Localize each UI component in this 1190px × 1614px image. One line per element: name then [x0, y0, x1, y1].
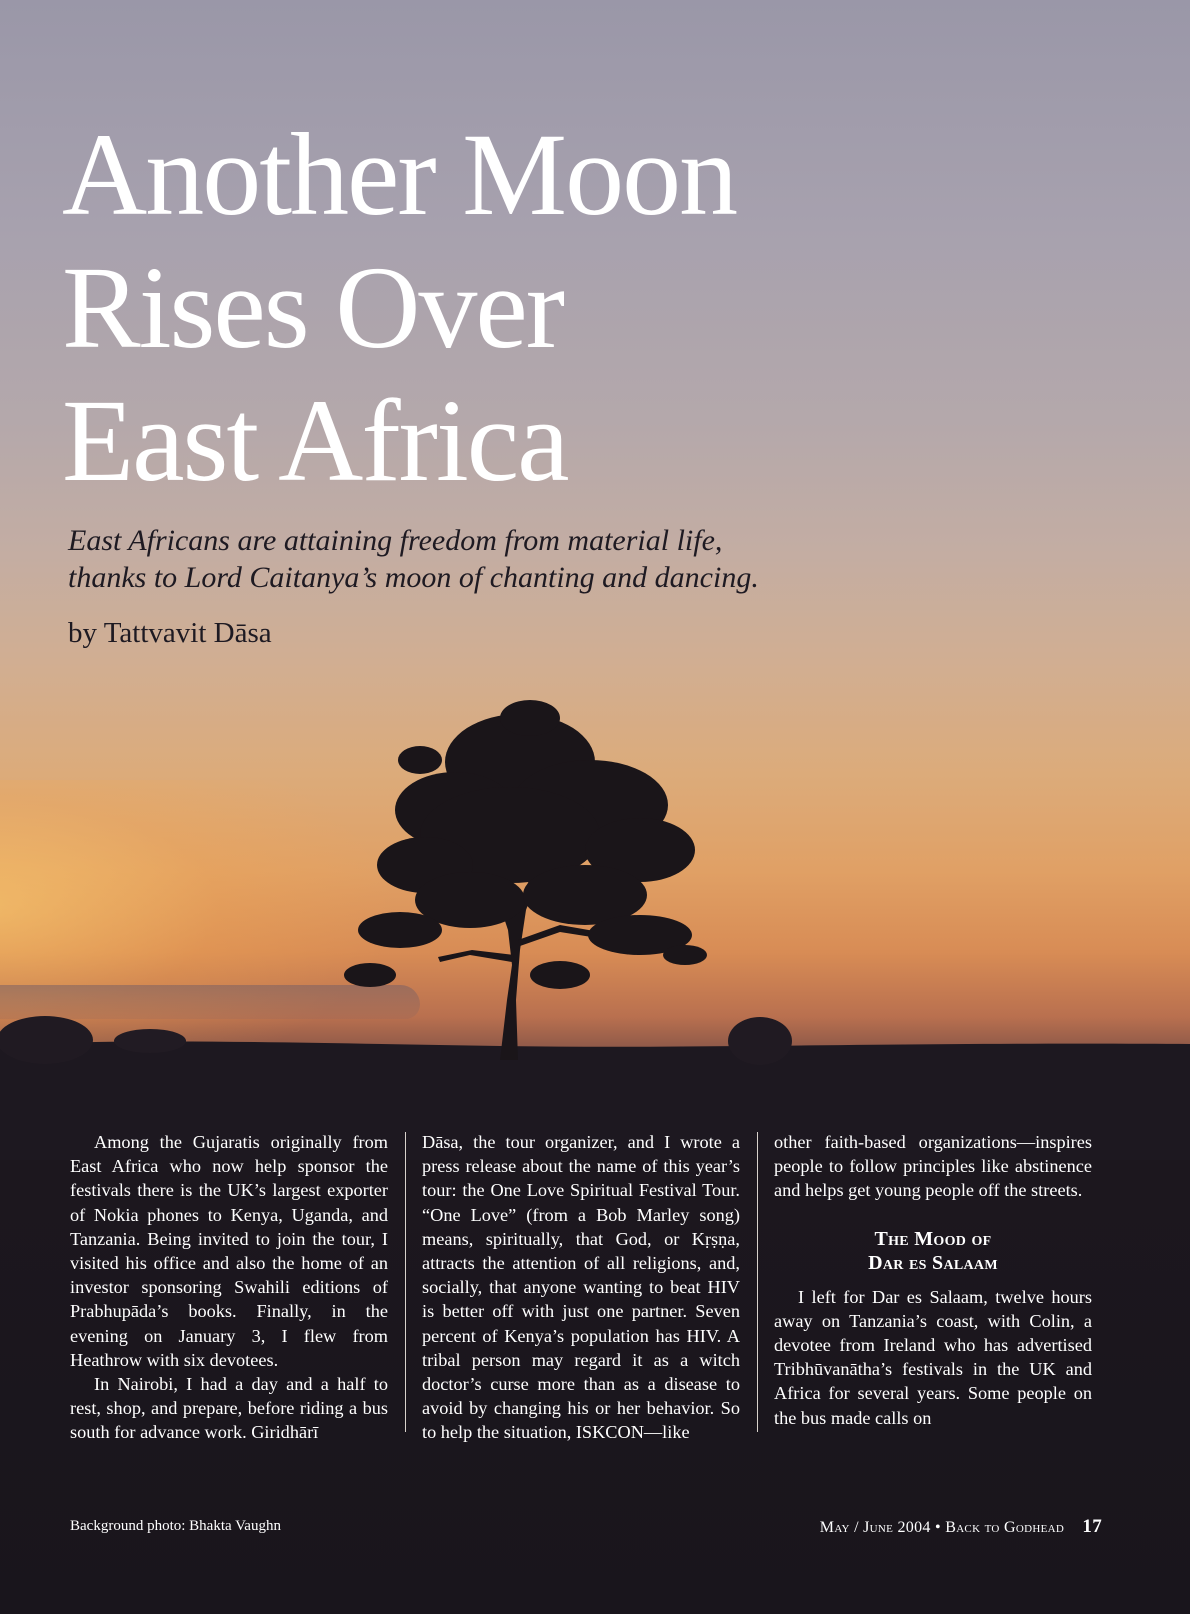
- article-subtitle: [68, 522, 948, 596]
- title-line-1: Another Moon: [62, 109, 737, 240]
- text-column-3: [774, 1130, 1092, 1430]
- subtitle-line-1: East Africans are attaining freedom from material life,: [68, 524, 723, 557]
- tree-silhouette-landscape: [0, 700, 1190, 1160]
- subhead-line-1: The Mood of: [874, 1227, 992, 1250]
- title-line-2: Rises Over: [62, 242, 564, 373]
- subtitle-line-2: thanks to Lord Caitanya’s moon of chanting and dancing.: [68, 561, 759, 594]
- text-column-1: [70, 1130, 388, 1445]
- page-footer: [820, 1516, 1102, 1538]
- paragraph: In Nairobi, I had a day and a half to rest, shop, and prepare, before riding a bus south for advance work. Giridhārī: [70, 1374, 388, 1443]
- column-divider: [757, 1132, 758, 1432]
- paragraph: Dāsa, the tour organizer, and I wrote a press release about the name of this year’s tour: the One Love Spiritual Festival Tour. “One Love” (from a Bob Marley song) means, spiritually, that God, or Kṛṣṇa, attracts the attention of all religions, and, socially, that anyone wanting to beat HIV is better off with just one partner. Seven percent of Kenya’s population has HIV. A tribal person may regard it as a witch doctor’s curse more than as a disease to avoid by changing his or her behavior. So to help the situation, ISKCON—like: [422, 1132, 740, 1443]
- column-divider: [405, 1132, 406, 1432]
- article-title: [62, 108, 882, 507]
- paragraph: other faith-based organizations—inspires people to follow principles like abstinence and helps get young people off the streets.: [774, 1132, 1092, 1201]
- subhead-line-2: Dar es Salaam: [868, 1251, 998, 1274]
- issue-date: May / June 2004: [819, 1519, 931, 1536]
- footer-bullet: •: [935, 1519, 941, 1536]
- byline: by Tattvavit Dāsa: [68, 617, 272, 649]
- photo-credit: Background photo: Bhakta Vaughn: [70, 1518, 281, 1534]
- text-column-2: [422, 1130, 740, 1445]
- title-line-3: East Africa: [62, 375, 568, 506]
- paragraph: Among the Gujaratis originally from East Africa who now help sponsor the festivals there is the UK’s largest exporter of Nokia phones to Kenya, Uganda, and Tanzania. Being invited to join the tour, I visited his office and also the home of an investor sponsoring Swahili editions of Prabhupāda’s books. Finally, in the evening on January 3, I flew from Heathrow with six devotees.: [70, 1132, 388, 1370]
- section-subhead: [774, 1227, 1092, 1275]
- paragraph: I left for Dar es Salaam, twelve hours away on Tanzania’s coast, with Colin, a devotee from Ireland who has advertised Tribhūvanātha’s festivals in the UK and Africa for several years. Some people on the bus made calls on: [774, 1286, 1092, 1428]
- page-number: 17: [1082, 1516, 1102, 1537]
- magazine-name: Back to Godhead: [945, 1519, 1065, 1536]
